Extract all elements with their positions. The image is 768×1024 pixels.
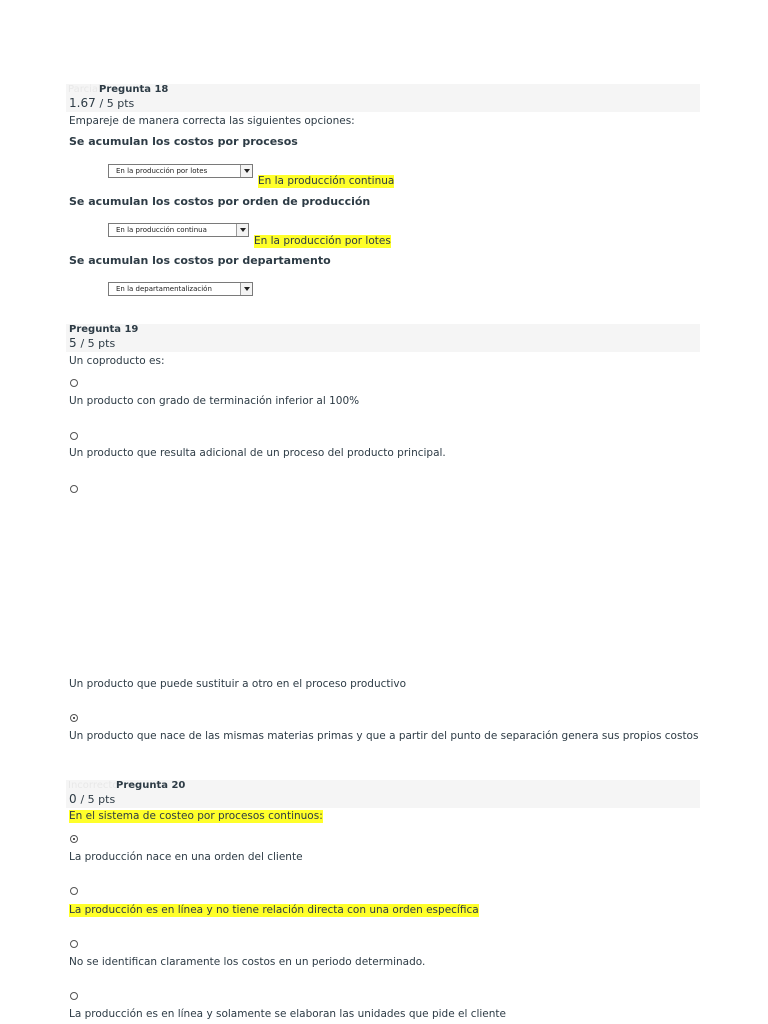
question-prompt: Empareje de manera correcta las siguientes opciones: (69, 115, 355, 127)
answer-option: No se identifican claramente los costos en un periodo determinado. (69, 956, 426, 968)
question-title: Pregunta 19 (69, 324, 139, 335)
question-prompt: En el sistema de costeo por procesos continuos: (69, 810, 323, 822)
answer-option: Un producto que puede sustituir a otro en el proceso productivo (69, 678, 407, 690)
answer-option: Un producto que nace de las mismas materias primas y que a partir del punto de separación genera sus propios costos (69, 730, 699, 742)
question-status-tag: Incorrecto (68, 780, 119, 791)
radio-button[interactable] (70, 485, 78, 493)
answer-option: Un producto con grado de terminación inferior al 100% (69, 395, 360, 407)
radio-button-selected[interactable] (70, 835, 78, 843)
question-title: Pregunta 20 (116, 780, 186, 791)
question-score: 5 / 5 pts (69, 336, 116, 350)
question-score: 1.67 / 5 pts (69, 96, 135, 110)
chevron-down-icon (236, 224, 248, 236)
correct-answer-label: En la producción continua (258, 175, 395, 187)
match-label: Se acumulan los costos por orden de producción (69, 195, 371, 208)
question-status-tag: Parcial (68, 84, 101, 95)
radio-button[interactable] (70, 992, 78, 1000)
radio-button[interactable] (70, 940, 78, 948)
chevron-down-icon (240, 283, 252, 295)
question-prompt: Un coproducto es: (69, 355, 165, 367)
match-select[interactable]: En la producción continua (108, 223, 249, 237)
chevron-down-icon (240, 165, 252, 177)
answer-option: La producción nace en una orden del cliente (69, 851, 303, 863)
question-score: 0 / 5 pts (69, 792, 116, 806)
question-19-header (66, 324, 700, 352)
radio-button-selected[interactable] (70, 714, 78, 722)
match-label: Se acumulan los costos por departamento (69, 254, 331, 267)
radio-button[interactable] (70, 432, 78, 440)
answer-option: Un producto que resulta adicional de un proceso del producto principal. (69, 447, 446, 459)
answer-option-correct: La producción es en línea y no tiene relación directa con una orden específica (69, 904, 479, 916)
match-select[interactable]: En la departamentalización (108, 282, 253, 296)
match-label: Se acumulan los costos por procesos (69, 135, 298, 148)
question-title: Pregunta 18 (99, 84, 169, 95)
radio-button[interactable] (70, 887, 78, 895)
radio-button[interactable] (70, 379, 78, 387)
match-select[interactable]: En la producción por lotes (108, 164, 253, 178)
correct-answer-label: En la producción por lotes (254, 235, 391, 247)
question-20-header (66, 780, 700, 808)
question-18-header (66, 84, 700, 112)
answer-option: La producción es en línea y solamente se elaboran las unidades que pide el cliente (69, 1008, 507, 1020)
